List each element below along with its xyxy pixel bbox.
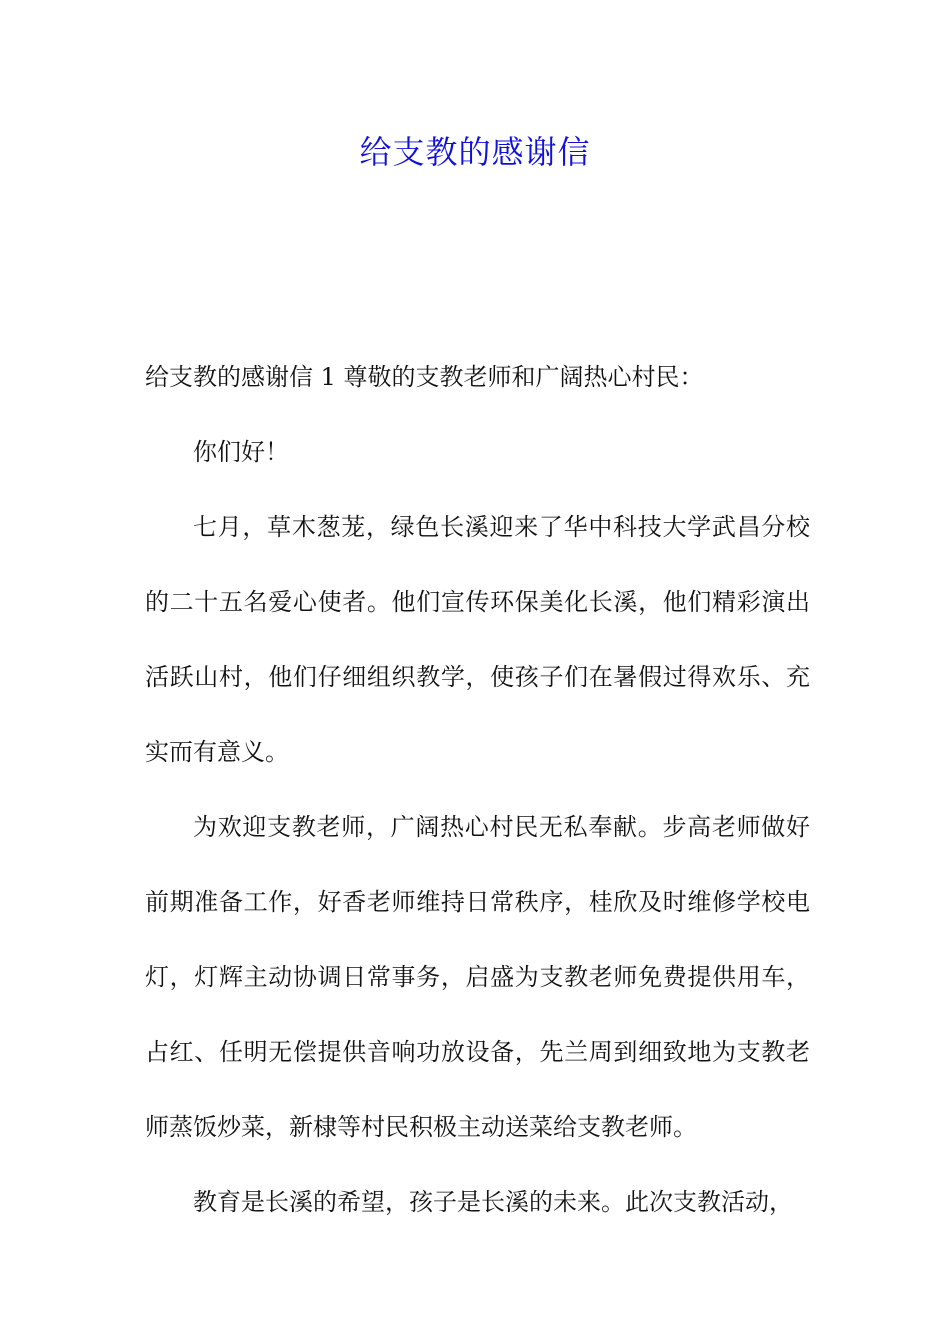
greeting-paragraph: 你们好！: [193, 438, 289, 466]
salutation-paragraph: 给支教的感谢信 1 尊敬的支教老师和广阔热心村民：: [145, 363, 704, 391]
body-paragraph: 为欢迎支教老师，广阔热心村民无私奉献。步高老师做好前期准备工作，好香老师维持日常秩序，桂欣及时维修学校电灯，灯辉主动协调日常事务，启盛为支教老师免费提供用车，占红、任明无偿提供音响功放设备，先兰周到细致地为支教老师蒸饭炒菜，新棣等村民积极主动送菜给支教老师。: [145, 813, 810, 1141]
document-body: [145, 340, 810, 1240]
body-paragraph: 七月，草木葱茏，绿色长溪迎来了华中科技大学武昌分校的二十五名爱心使者。他们宣传环保美化长溪，他们精彩演出活跃山村，他们仔细组织教学，使孩子们在暑假过得欢乐、充实而有意义。: [145, 513, 810, 766]
body-paragraph: 教育是长溪的希望，孩子是长溪的未来。此次支教活动，: [193, 1188, 793, 1216]
document-title: 给支教的感谢信: [359, 133, 591, 171]
